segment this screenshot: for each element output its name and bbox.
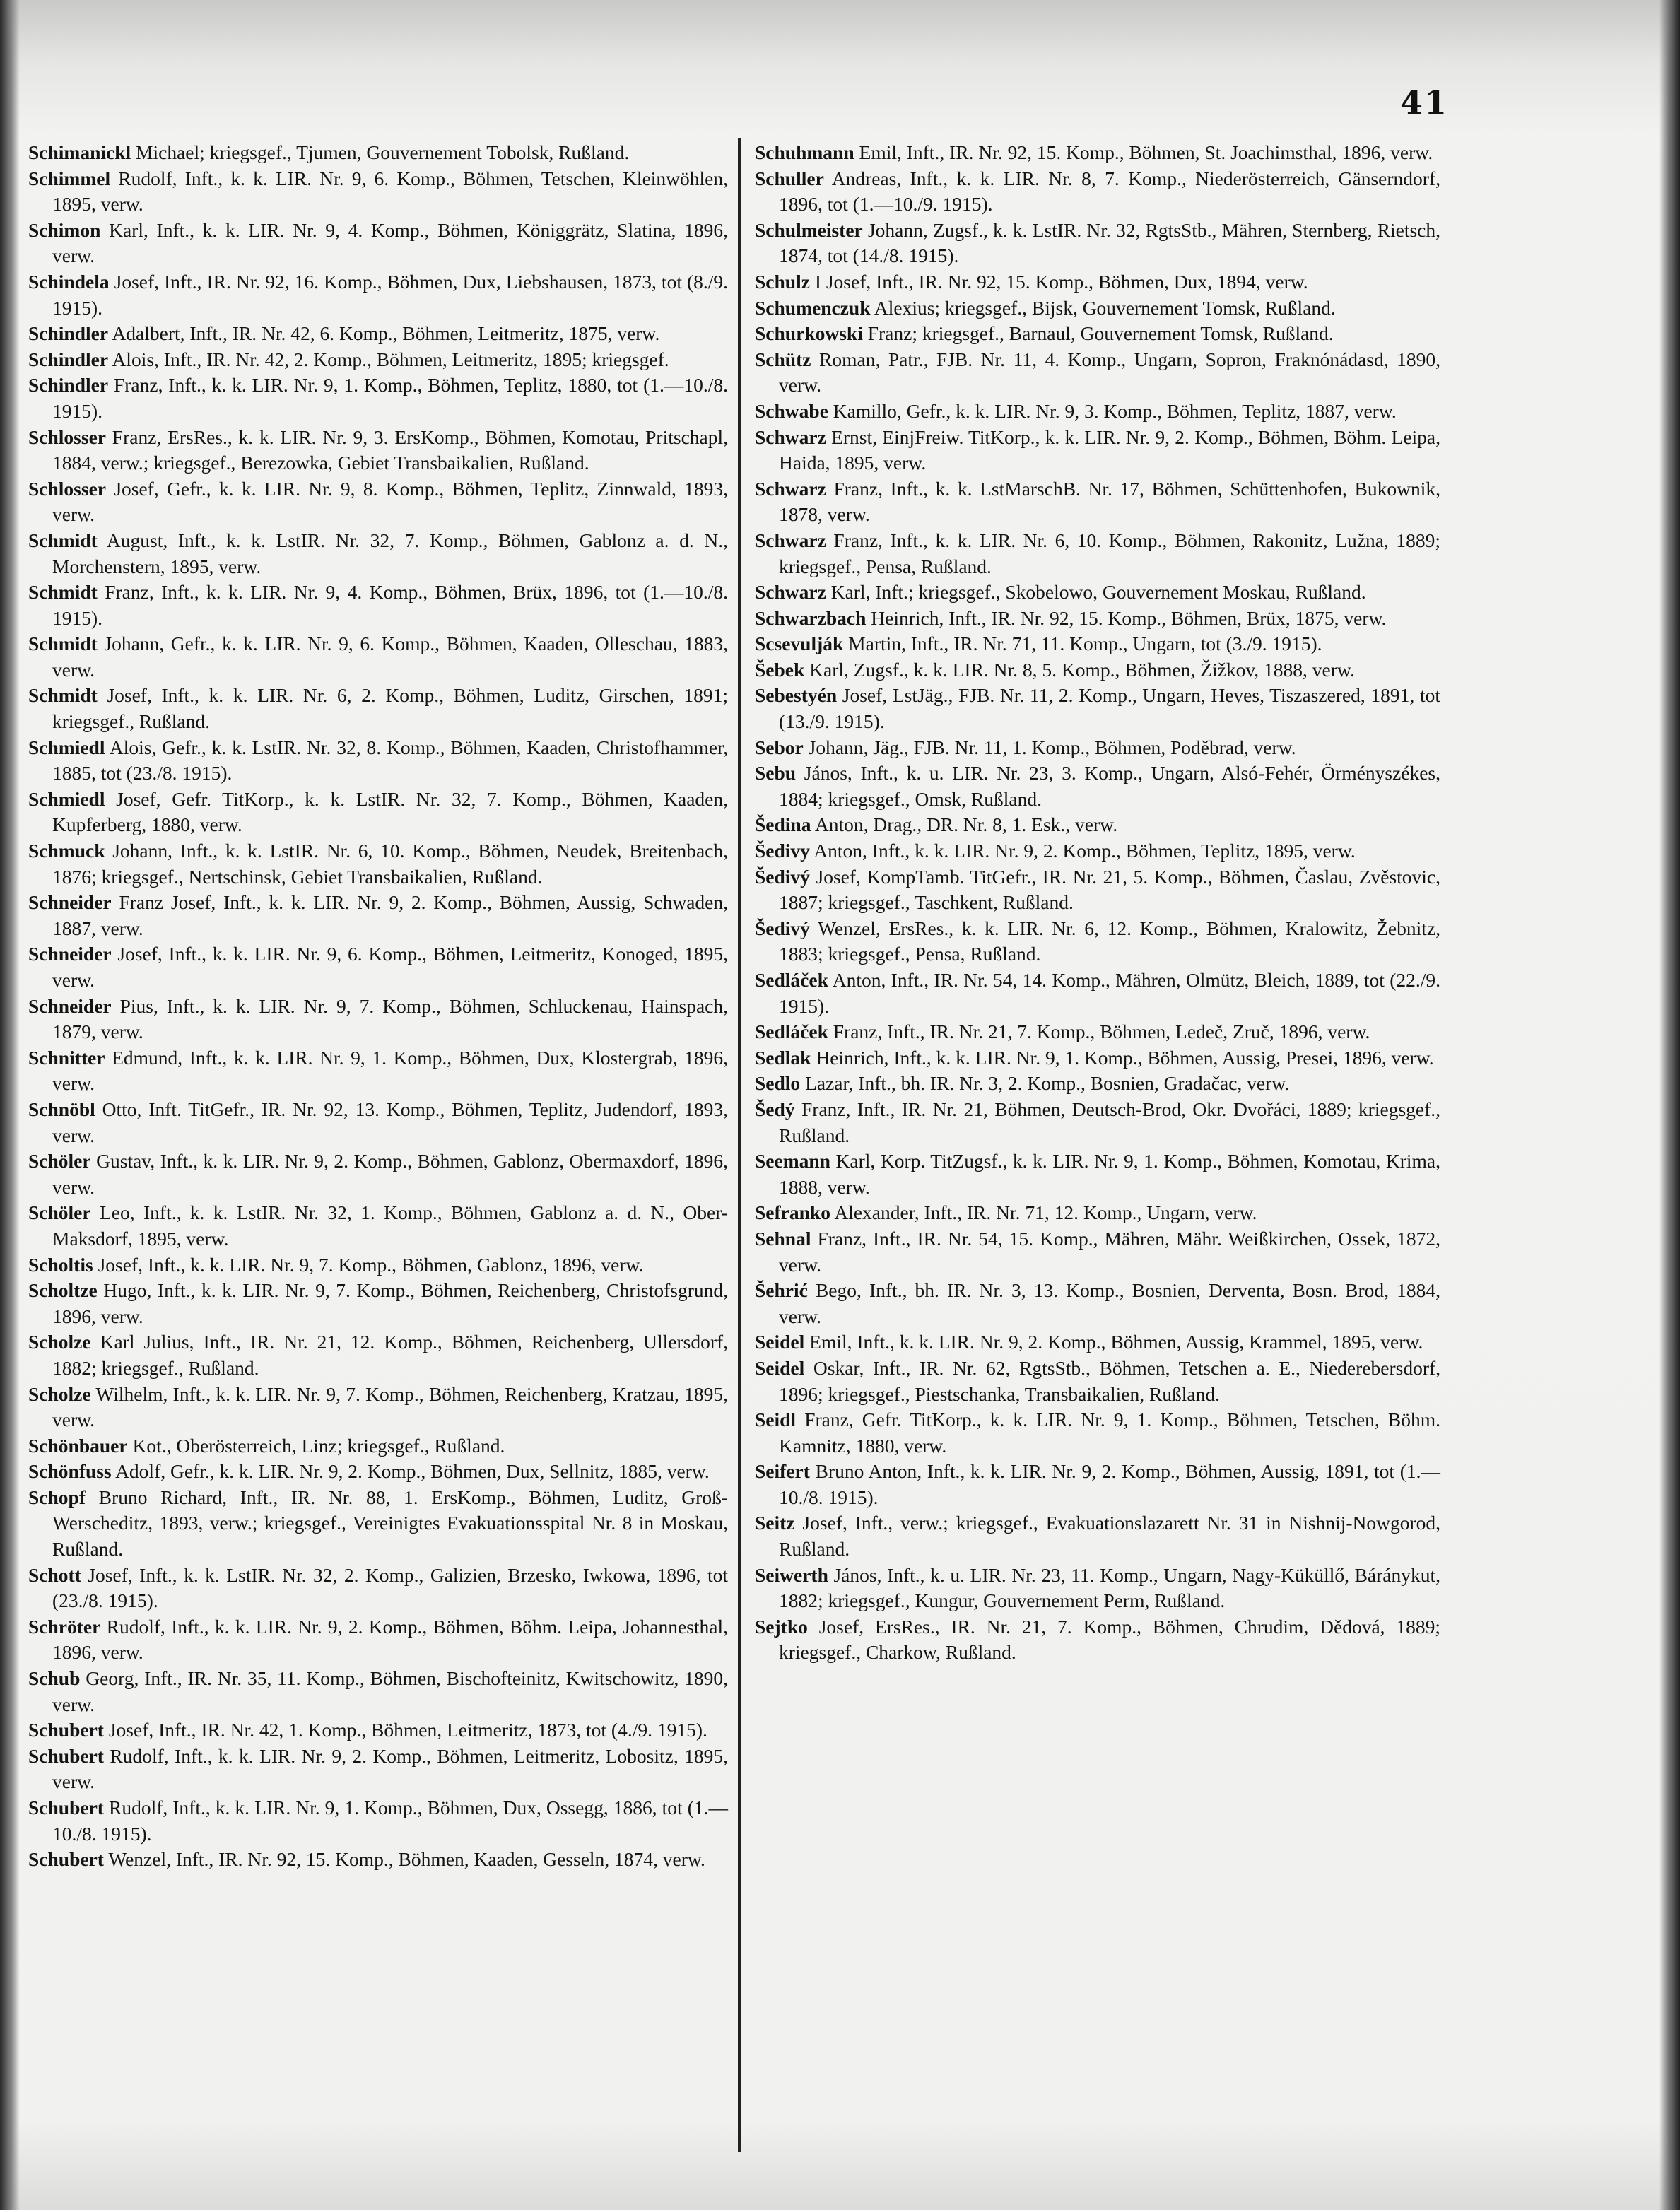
- entry-surname: Sebestyén: [755, 684, 838, 707]
- entry-surname: Schmidt: [28, 581, 98, 604]
- list-entry: [755, 1459, 1440, 1510]
- entry-surname: Šedivy: [755, 840, 810, 862]
- list-entry: [755, 425, 1440, 476]
- list-entry: [28, 838, 728, 890]
- entry-details: Wenzel, ErsRes., k. k. LIR. Nr. 6, 12. Komp., Böhmen, Kralowitz, Žebnitz, 1883; kriegsgef., Pensa, Rußland.: [779, 917, 1440, 965]
- entry-surname: Sedláček: [755, 1021, 828, 1043]
- entry-surname: Schmuck: [28, 840, 105, 862]
- entry-surname: Schröter: [28, 1615, 101, 1638]
- entry-details: Kot., Oberösterreich, Linz; kriegsgef., Rußland.: [132, 1434, 505, 1457]
- list-entry: [755, 166, 1440, 218]
- list-entry: [755, 580, 1440, 606]
- entry-details: Alexander, Inft., IR. Nr. 71, 12. Komp., Ungarn, verw.: [834, 1201, 1257, 1224]
- entry-surname: Schwarz: [755, 581, 826, 604]
- entry-surname: Schuhmann: [755, 141, 854, 163]
- entry-surname: Schulz: [755, 270, 810, 293]
- list-entry: [755, 218, 1440, 269]
- entry-details: Ernst, EinjFreiw. TitKorp., k. k. LIR. Nr. 9, 2. Komp., Böhmen, Böhm. Leipa, Haida, 1895, verw.: [779, 425, 1441, 474]
- entry-details: Rudolf, Inft., k. k. LIR. Nr. 9, 6. Komp., Böhmen, Tetschen, Kleinwöhlen, 1895, verw.: [52, 167, 729, 216]
- column-divider: [738, 138, 741, 2152]
- entry-surname: Schneider: [28, 994, 112, 1017]
- entry-details: Johann, Gefr., k. k. LIR. Nr. 9, 6. Komp., Böhmen, Kaaden, Olleschau, 1883, verw.: [52, 633, 728, 681]
- entry-details: Karl, Inft.; kriegsgef., Skobelowo, Gouvernement Moskau, Rußland.: [830, 581, 1366, 604]
- entry-surname: Schubert: [28, 1848, 104, 1871]
- entry-details: Josef, LstJäg., FJB. Nr. 11, 2. Komp., Ungarn, Heves, Tiszaszered, 1891, tot (13./9. 1915).: [779, 684, 1440, 733]
- entry-surname: Schott: [28, 1563, 81, 1586]
- right-column: [755, 140, 1440, 1666]
- list-entry: [28, 1252, 728, 1279]
- list-entry: [28, 528, 728, 580]
- list-entry: [755, 476, 1440, 528]
- entry-details: Johann, Jäg., FJB. Nr. 11, 1. Komp., Böhmen, Poděbrad, verw.: [808, 736, 1296, 758]
- entry-details: Edmund, Inft., k. k. LIR. Nr. 9, 1. Komp., Böhmen, Dux, Klostergrab, 1896, verw.: [52, 1046, 728, 1095]
- list-entry: [28, 476, 728, 528]
- entry-surname: Schub: [28, 1667, 81, 1690]
- entry-details: János, Inft., k. u. LIR. Nr. 23, 11. Komp., Ungarn, Nagy-Küküllő, Báránykut, 1882; kriegsgef., Kungur, Gouvernement Perm, Rußland.: [779, 1563, 1441, 1612]
- entry-surname: Schurkowski: [755, 322, 863, 345]
- entry-surname: Schöler: [28, 1201, 91, 1224]
- entry-details: Franz, Inft., IR. Nr. 21, 7. Komp., Böhmen, Ledeč, Zruč, 1896, verw.: [833, 1021, 1370, 1043]
- entry-details: Alois, Gefr., k. k. LstIR. Nr. 32, 8. Komp., Böhmen, Kaaden, Christofhammer, 1885, tot (23./8. 1915).: [52, 736, 729, 784]
- list-entry: [755, 1097, 1440, 1148]
- entry-surname: Sedláček: [755, 969, 828, 991]
- list-entry: [755, 1071, 1440, 1097]
- entry-details: Emil, Inft., IR. Nr. 92, 15. Komp., Böhmen, St. Joachimsthal, 1896, verw.: [859, 141, 1433, 163]
- entry-details: Franz, Inft., k. k. LIR. Nr. 9, 4. Komp., Böhmen, Brüx, 1896, tot (1.—10./8. 1915).: [52, 581, 729, 629]
- entry-surname: Scholtze: [28, 1279, 98, 1302]
- entry-details: Leo, Inft., k. k. LstIR. Nr. 32, 1. Komp., Böhmen, Gablonz a. d. N., Ober-Maksdorf, 1895, verw.: [52, 1201, 728, 1250]
- entry-surname: Schneider: [28, 943, 112, 965]
- list-entry: [755, 606, 1440, 632]
- list-entry: [755, 1019, 1440, 1045]
- list-entry: [755, 1563, 1440, 1614]
- entry-details: Rudolf, Inft., k. k. LIR. Nr. 9, 1. Komp., Böhmen, Dux, Ossegg, 1886, tot (1.—10./8. 1915).: [52, 1797, 728, 1845]
- entry-surname: Schulmeister: [755, 218, 863, 241]
- entry-details: Bruno Richard, Inft., IR. Nr. 88, 1. ErsKomp., Böhmen, Luditz, Groß-Werscheditz, 1893, verw.; kriegsgef., Vereinigtes Evakuationsspital Nr. 8 in Moskau, Rußland.: [52, 1486, 728, 1560]
- entry-surname: Šedivý: [755, 865, 810, 888]
- list-entry: [28, 140, 728, 166]
- entry-details: Franz, Gefr. TitKorp., k. k. LIR. Nr. 9, 1. Komp., Böhmen, Tetschen, Böhm. Kamnitz, 1880, verw.: [779, 1409, 1441, 1457]
- entry-details: Karl, Korp. TitZugsf., k. k. LIR. Nr. 9, 1. Komp., Böhmen, Komotau, Krima, 1888, verw.: [779, 1150, 1440, 1198]
- entry-surname: Seidel: [755, 1356, 805, 1379]
- entry-details: Franz Josef, Inft., k. k. LIR. Nr. 9, 2. Komp., Böhmen, Aussig, Schwaden, 1887, verw.: [52, 891, 729, 939]
- entry-surname: Schwarz: [755, 425, 826, 448]
- entry-surname: Schnöbl: [28, 1098, 95, 1120]
- list-entry: [28, 166, 728, 218]
- list-entry: [755, 1407, 1440, 1459]
- entry-surname: Schmidt: [28, 529, 98, 551]
- list-entry: [755, 1148, 1440, 1200]
- entry-details: Adalbert, Inft., IR. Nr. 42, 6. Komp., Böhmen, Leitmeritz, 1875, verw.: [112, 322, 660, 345]
- entry-surname: Šehrić: [755, 1279, 808, 1302]
- list-entry: [755, 864, 1440, 916]
- entry-details: August, Inft., k. k. LstIR. Nr. 32, 7. Komp., Böhmen, Gablonz a. d. N., Morchenstern, 1895, verw.: [52, 529, 728, 577]
- list-entry: [28, 735, 728, 787]
- entry-details: Oskar, Inft., IR. Nr. 62, RgtsStb., Böhmen, Tetschen a. E., Niederebersdorf, 1896; kriegsgef., Piestschanka, Transbaikalien, Rußland.: [779, 1356, 1441, 1405]
- left-column: [28, 140, 728, 1873]
- entry-details: Bego, Inft., bh. IR. Nr. 3, 13. Komp., Bosnien, Derventa, Bosn. Brod, 1884, verw.: [779, 1279, 1441, 1327]
- entry-surname: Sefranko: [755, 1201, 830, 1224]
- entry-surname: Schneider: [28, 891, 112, 914]
- entry-surname: Schmidt: [28, 684, 98, 707]
- entry-details: Adolf, Gefr., k. k. LIR. Nr. 9, 2. Komp., Böhmen, Dux, Sellnitz, 1885, verw.: [115, 1460, 710, 1483]
- entry-details: Emil, Inft., k. k. LIR. Nr. 9, 2. Komp., Böhmen, Aussig, Krammel, 1895, verw.: [809, 1331, 1423, 1353]
- entry-surname: Schwarz: [755, 529, 826, 551]
- entry-details: Roman, Patr., FJB. Nr. 11, 4. Komp., Ungarn, Sopron, Fraknónádasd, 1890, verw.: [779, 348, 1441, 396]
- list-entry: [755, 1200, 1440, 1226]
- list-entry: [28, 1795, 728, 1847]
- entry-details: Heinrich, Inft., k. k. LIR. Nr. 9, 1. Komp., Böhmen, Aussig, Presei, 1896, verw.: [816, 1046, 1434, 1069]
- list-entry: [755, 760, 1440, 812]
- entry-surname: Seifert: [755, 1460, 810, 1483]
- entry-details: Heinrich, Inft., IR. Nr. 92, 15. Komp., Böhmen, Brüx, 1875, verw.: [871, 606, 1387, 629]
- entry-details: Andreas, Inft., k. k. LIR. Nr. 8, 7. Komp., Niederösterreich, Gänserndorf, 1896, tot (1.—10./9. 1915).: [779, 167, 1440, 216]
- list-entry: [28, 1329, 728, 1381]
- list-entry: [755, 1226, 1440, 1278]
- list-entry: [28, 890, 728, 941]
- list-entry: [28, 787, 728, 838]
- entry-details: Josef, Inft., k. k. LIR. Nr. 9, 7. Komp., Böhmen, Gablonz, 1896, verw.: [98, 1253, 644, 1276]
- list-entry: [755, 812, 1440, 838]
- entry-details: Josef, Gefr. TitKorp., k. k. LstIR. Nr. 32, 7. Komp., Böhmen, Kaaden, Kupferberg, 1880, verw.: [52, 787, 729, 836]
- entry-surname: Schmiedl: [28, 736, 105, 758]
- list-entry: [755, 1329, 1440, 1356]
- entry-surname: Schlosser: [28, 477, 106, 500]
- list-entry: [755, 1278, 1440, 1329]
- entry-details: Alois, Inft., IR. Nr. 42, 2. Komp., Böhmen, Leitmeritz, 1895; kriegsgef.: [112, 348, 669, 370]
- entry-details: Franz, Inft., IR. Nr. 54, 15. Komp., Mähren, Mähr. Weißkirchen, Ossek, 1872, verw.: [779, 1227, 1441, 1276]
- list-entry: [28, 580, 728, 631]
- entry-surname: Schumenczuk: [755, 296, 871, 319]
- list-entry: [28, 1433, 728, 1459]
- list-entry: [755, 683, 1440, 734]
- list-entry: [755, 347, 1440, 399]
- entry-details: Hugo, Inft., k. k. LIR. Nr. 9, 7. Komp., Böhmen, Reichenberg, Christofsgrund, 1896, verw.: [52, 1279, 729, 1327]
- entry-surname: Schöler: [28, 1150, 91, 1172]
- entry-details: Kamillo, Gefr., k. k. LIR. Nr. 9, 3. Komp., Böhmen, Teplitz, 1887, verw.: [833, 399, 1397, 422]
- entry-surname: Sedlak: [755, 1046, 811, 1069]
- entry-details: Josef, Inft., verw.; kriegsgef., Evakuationslazarett Nr. 31 in Nishnij-Nowgorod, Rußland.: [779, 1512, 1441, 1560]
- entry-details: János, Inft., k. u. LIR. Nr. 23, 3. Komp., Ungarn, Alsó-Fehér, Örményszékes, 1884; kriegsgef., Omsk, Rußland.: [779, 762, 1441, 810]
- list-entry: [28, 941, 728, 993]
- list-entry: [28, 1847, 728, 1873]
- entry-surname: Scholtis: [28, 1253, 93, 1276]
- list-entry: [28, 1485, 728, 1563]
- entry-details: Franz, Inft., IR. Nr. 21, Böhmen, Deutsch-Brod, Okr. Dvořáci, 1889; kriegsgef., Rußland.: [779, 1098, 1441, 1146]
- list-entry: [755, 916, 1440, 968]
- entry-details: Gustav, Inft., k. k. LIR. Nr. 9, 2. Komp., Böhmen, Gablonz, Obermaxdorf, 1896, verw.: [52, 1150, 728, 1198]
- entry-surname: Schimanickl: [28, 141, 131, 163]
- list-entry: [755, 1045, 1440, 1071]
- list-entry: [28, 1148, 728, 1200]
- entry-surname: Sedlo: [755, 1072, 801, 1095]
- entry-surname: Sebor: [755, 736, 804, 758]
- list-entry: [28, 1563, 728, 1614]
- entry-surname: Seiwerth: [755, 1563, 828, 1586]
- entry-surname: Schubert: [28, 1744, 104, 1767]
- list-entry: [755, 631, 1440, 657]
- list-entry: [755, 528, 1440, 580]
- entry-details: Franz, Inft., k. k. LIR. Nr. 9, 1. Komp., Böhmen, Teplitz, 1880, tot (1.—10./8. 1915).: [52, 374, 728, 422]
- entry-details: Karl, Zugsf., k. k. LIR. Nr. 8, 5. Komp., Böhmen, Žižkov, 1888, verw.: [809, 658, 1355, 681]
- entry-details: Josef, Inft., k. k. LstIR. Nr. 32, 2. Komp., Galizien, Brzesko, Iwkowa, 1896, tot (23./8. 1915).: [52, 1563, 728, 1612]
- entry-surname: Schindler: [28, 322, 109, 345]
- entry-surname: Seitz: [755, 1512, 795, 1534]
- entry-details: I Josef, Inft., IR. Nr. 92, 15. Komp., Böhmen, Dux, 1894, verw.: [814, 270, 1308, 293]
- entry-details: Martin, Inft., IR. Nr. 71, 11. Komp., Ungarn, tot (3./9. 1915).: [848, 633, 1322, 655]
- list-entry: [28, 1459, 728, 1485]
- entry-surname: Schuller: [755, 167, 824, 189]
- entry-details: Michael; kriegsgef., Tjumen, Gouvernement Tobolsk, Rußland.: [136, 141, 630, 163]
- list-entry: [28, 372, 728, 424]
- entry-surname: Šebek: [755, 658, 805, 681]
- list-entry: [28, 218, 728, 269]
- entry-details: Wilhelm, Inft., k. k. LIR. Nr. 9, 7. Komp., Böhmen, Reichenberg, Kratzau, 1895, verw.: [52, 1382, 728, 1431]
- entry-details: Josef, Gefr., k. k. LIR. Nr. 9, 8. Komp., Böhmen, Teplitz, Zinnwald, 1893, verw.: [52, 477, 729, 526]
- entry-surname: Schindler: [28, 374, 109, 396]
- entry-details: Anton, Inft., IR. Nr. 54, 14. Komp., Mähren, Olmütz, Bleich, 1889, tot (22./9. 1915).: [779, 969, 1441, 1017]
- list-entry: [28, 1200, 728, 1252]
- entry-surname: Šedý: [755, 1098, 795, 1120]
- entry-surname: Schubert: [28, 1797, 104, 1818]
- entry-surname: Scholze: [28, 1331, 91, 1353]
- list-entry: [755, 968, 1440, 1019]
- entry-surname: Šedivý: [755, 917, 810, 939]
- list-entry: [755, 321, 1440, 347]
- entry-surname: Seidel: [755, 1331, 805, 1353]
- entry-details: Pius, Inft., k. k. LIR. Nr. 9, 7. Komp., Böhmen, Schluckenau, Hainspach, 1879, verw.: [52, 994, 729, 1043]
- entry-details: Josef, Inft., IR. Nr. 92, 16. Komp., Böhmen, Dux, Liebshausen, 1873, tot (8./9. 1915).: [52, 270, 729, 319]
- entry-surname: Schopf: [28, 1486, 86, 1508]
- list-entry: [755, 1510, 1440, 1562]
- entry-surname: Šedina: [755, 813, 811, 836]
- list-entry: [28, 347, 728, 373]
- entry-details: Karl, Inft., k. k. LIR. Nr. 9, 4. Komp., Böhmen, Königgrätz, Slatina, 1896, verw.: [52, 218, 728, 267]
- list-entry: [755, 295, 1440, 322]
- entry-surname: Schütz: [755, 348, 811, 370]
- entry-details: Lazar, Inft., bh. IR. Nr. 3, 2. Komp., Bosnien, Gradačac, verw.: [805, 1072, 1290, 1095]
- entry-surname: Schönfuss: [28, 1460, 112, 1483]
- entry-details: Franz, Inft., k. k. LIR. Nr. 6, 10. Komp., Böhmen, Rakonitz, Lužna, 1889; kriegsgef., Pensa, Rußland.: [779, 529, 1440, 577]
- list-entry: [755, 838, 1440, 864]
- list-entry: [28, 994, 728, 1045]
- list-entry: [28, 321, 728, 347]
- entry-surname: Seidl: [755, 1409, 797, 1431]
- entry-surname: Schnitter: [28, 1046, 105, 1069]
- entry-details: Georg, Inft., IR. Nr. 35, 11. Komp., Böhmen, Bischofteinitz, Kwitschowitz, 1890, verw.: [52, 1667, 728, 1715]
- entry-details: Anton, Drag., DR. Nr. 8, 1. Esk., verw.: [814, 813, 1118, 836]
- list-entry: [28, 1382, 728, 1433]
- entry-details: Bruno Anton, Inft., k. k. LIR. Nr. 9, 2. Komp., Böhmen, Aussig, 1891, tot (1.—10./8. 1915).: [779, 1460, 1441, 1508]
- entry-details: Anton, Inft., k. k. LIR. Nr. 9, 2. Komp., Böhmen, Teplitz, 1895, verw.: [813, 840, 1356, 862]
- list-entry: [755, 735, 1440, 761]
- entry-details: Franz; kriegsgef., Barnaul, Gouvernement Tomsk, Rußland.: [867, 322, 1334, 345]
- entry-surname: Scholze: [28, 1382, 91, 1405]
- entry-surname: Sejtko: [755, 1615, 808, 1638]
- entry-details: Alexius; kriegsgef., Bijsk, Gouvernement Tomsk, Rußland.: [874, 296, 1336, 319]
- list-entry: [28, 1744, 728, 1795]
- list-entry: [755, 140, 1440, 166]
- entry-details: Franz, Inft., k. k. LstMarschB. Nr. 17, Böhmen, Schüttenhofen, Bukownik, 1878, verw.: [779, 477, 1441, 526]
- list-entry: [28, 1614, 728, 1666]
- list-entry: [28, 683, 728, 734]
- entry-surname: Scsevulják: [755, 633, 844, 655]
- entry-details: Josef, Inft., IR. Nr. 42, 1. Komp., Böhmen, Leitmeritz, 1873, tot (4./9. 1915).: [108, 1719, 707, 1741]
- entry-surname: Schwabe: [755, 399, 828, 422]
- entry-surname: Schwarz: [755, 477, 826, 500]
- entry-surname: Schmiedl: [28, 787, 105, 810]
- entry-surname: Schimon: [28, 218, 101, 241]
- list-entry: [755, 1356, 1440, 1407]
- entry-surname: Schindela: [28, 270, 110, 293]
- entry-details: Karl Julius, Inft., IR. Nr. 21, 12. Komp., Böhmen, Reichenberg, Ullersdorf, 1882; kriegsgef., Rußland.: [52, 1331, 729, 1379]
- entry-details: Johann, Zugsf., k. k. LstIR. Nr. 32, RgtsStb., Mähren, Sternberg, Rietsch, 1874, tot (14./8. 1915).: [779, 218, 1441, 267]
- list-entry: [755, 1614, 1440, 1666]
- entry-surname: Schönbauer: [28, 1434, 128, 1457]
- list-entry: [755, 399, 1440, 425]
- entry-details: Otto, Inft. TitGefr., IR. Nr. 92, 13. Komp., Böhmen, Teplitz, Judendorf, 1893, verw.: [52, 1098, 729, 1146]
- entry-details: Josef, ErsRes., IR. Nr. 21, 7. Komp., Böhmen, Chrudim, Dědová, 1889; kriegsgef., Charkow, Rußland.: [779, 1615, 1440, 1664]
- entry-surname: Seemann: [755, 1150, 830, 1172]
- entry-details: Rudolf, Inft., k. k. LIR. Nr. 9, 2. Komp., Böhmen, Böhm. Leipa, Johannesthal, 1896, verw.: [52, 1615, 729, 1664]
- entry-surname: Schmidt: [28, 633, 98, 655]
- list-entry: [28, 425, 728, 476]
- list-entry: [28, 1717, 728, 1744]
- entry-surname: Schimmel: [28, 167, 111, 189]
- entry-surname: Sehnal: [755, 1227, 811, 1250]
- list-entry: [28, 1045, 728, 1097]
- page-number: 41: [1399, 83, 1448, 122]
- entry-details: Rudolf, Inft., k. k. LIR. Nr. 9, 2. Komp., Böhmen, Leitmeritz, Lobositz, 1895, verw.: [52, 1744, 728, 1793]
- entry-details: Franz, ErsRes., k. k. LIR. Nr. 9, 3. ErsKomp., Böhmen, Komotau, Pritschapl, 1884, verw.; kriegsgef., Berezowka, Gebiet Transbaikalien, Rußland.: [52, 425, 729, 474]
- list-entry: [28, 269, 728, 321]
- entry-surname: Schindler: [28, 348, 109, 370]
- entry-details: Wenzel, Inft., IR. Nr. 92, 15. Komp., Böhmen, Kaaden, Gesseln, 1874, verw.: [108, 1848, 705, 1871]
- entry-surname: Sebu: [755, 762, 797, 784]
- entry-surname: Schlosser: [28, 425, 106, 448]
- entry-surname: Schwarzbach: [755, 606, 867, 629]
- entry-surname: Schubert: [28, 1719, 104, 1741]
- list-entry: [755, 269, 1440, 295]
- list-entry: [28, 1097, 728, 1148]
- list-entry: [28, 1666, 728, 1717]
- list-entry: [755, 657, 1440, 683]
- entry-details: Johann, Inft., k. k. LstIR. Nr. 6, 10. Komp., Böhmen, Neudek, Breitenbach, 1876; kriegsgef., Nertschinsk, Gebiet Transbaikalien, Rußland.: [52, 840, 728, 888]
- entry-details: Josef, KompTamb. TitGefr., IR. Nr. 21, 5. Komp., Böhmen, Časlau, Zvěstovic, 1887; kriegsgef., Taschkent, Rußland.: [779, 865, 1441, 914]
- entry-details: Josef, Inft., k. k. LIR. Nr. 9, 6. Komp., Böhmen, Leitmeritz, Konoged, 1895, verw.: [52, 943, 728, 991]
- list-entry: [28, 1278, 728, 1329]
- entry-details: Josef, Inft., k. k. LIR. Nr. 6, 2. Komp., Böhmen, Luditz, Girschen, 1891; kriegsgef., Rußland.: [52, 684, 729, 733]
- list-entry: [28, 631, 728, 683]
